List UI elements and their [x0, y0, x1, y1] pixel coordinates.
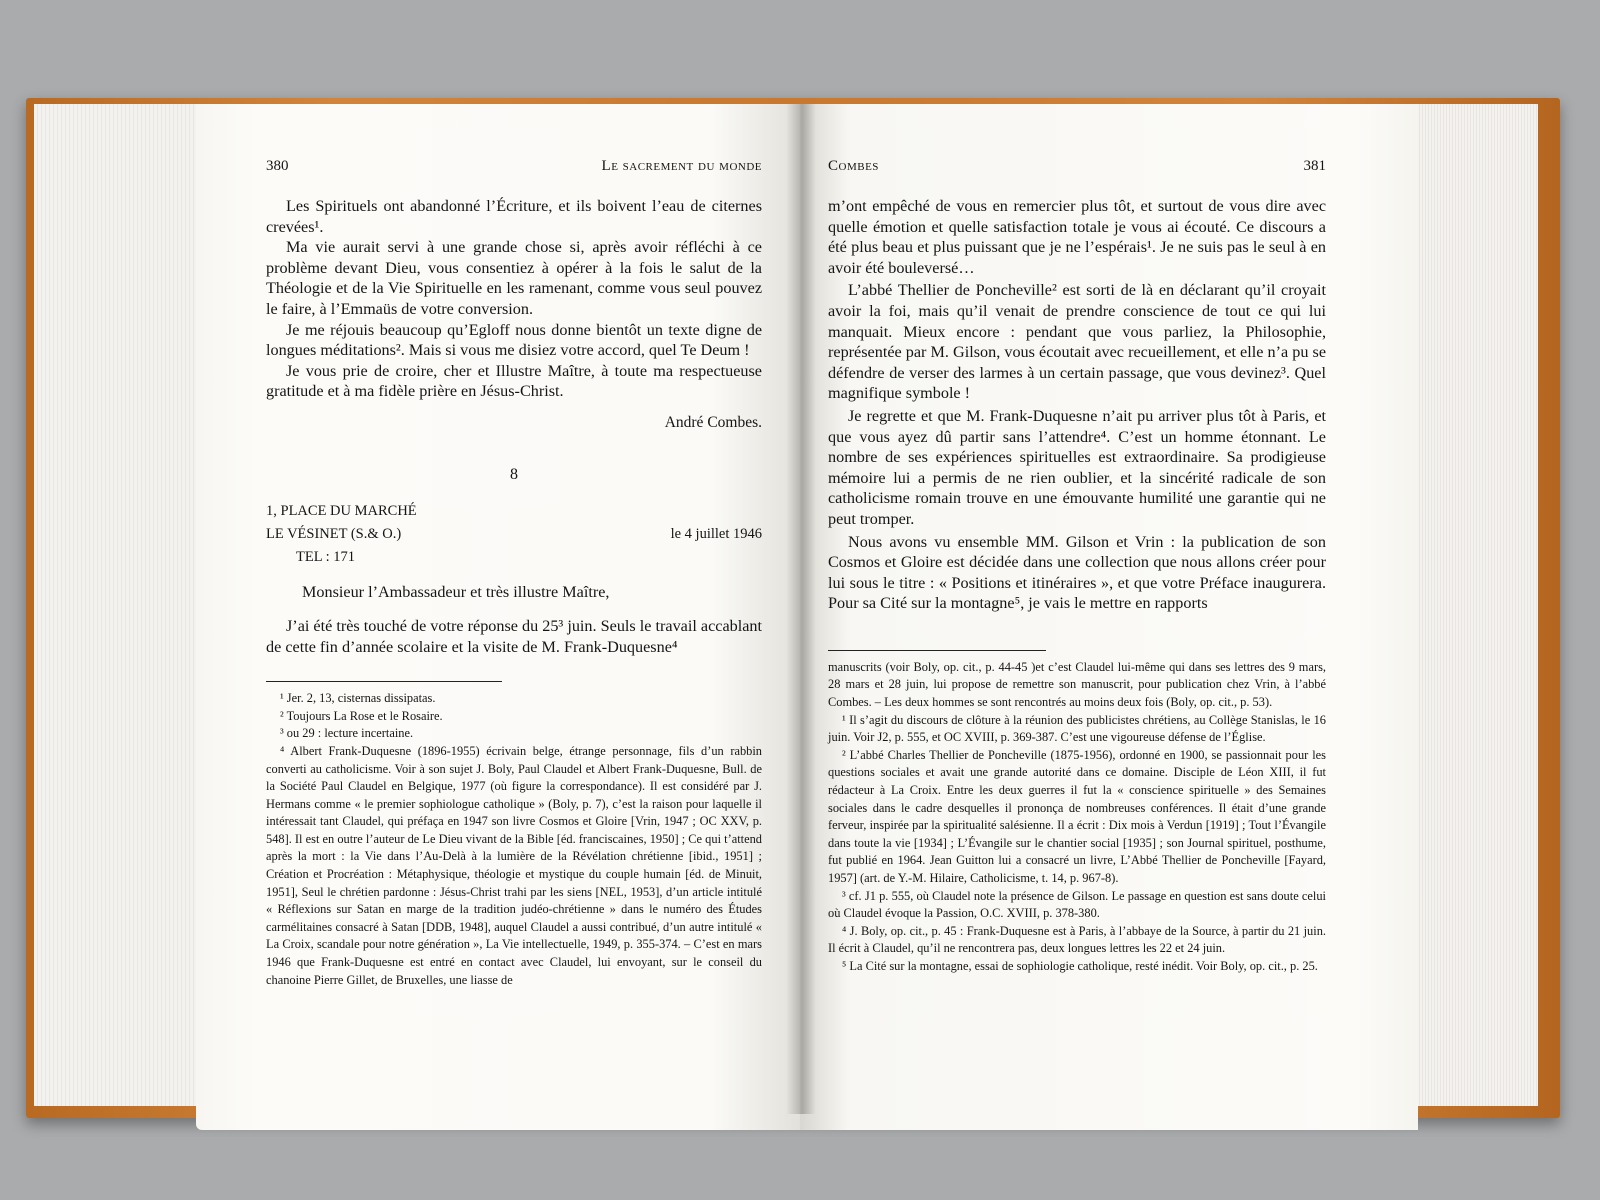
- page-number: 381: [1303, 158, 1326, 174]
- telephone: TEL : 171: [296, 548, 356, 565]
- footnote-rule: [828, 650, 1046, 651]
- address-line: LE VÉSINET (S.& O.): [266, 525, 402, 542]
- signature: André Combes.: [664, 413, 762, 431]
- left-page: [196, 104, 802, 1130]
- footnote: ⁴ J. Boly, op. cit., p. 45 : Frank-Duquesne est à Paris, à l’abbaye de la Source, à partir du 21 juin. Il écrit à Claudel, qu’il ne rencontrera pas, deux longues lettres les 22 et 24 juin.: [828, 923, 1326, 956]
- paragraph: Ma vie aurait servi à une grande chose si, après avoir réfléchi à ce problème devant Dieu, vous consentiez à opérer à la fois le salut de la Théologie et de la Vie Spirituelle en les ramenant, comme vous seul pouvez le faire, à l’Emmaüs de votre conversion.: [266, 238, 762, 318]
- paragraph: Nous avons vu ensemble MM. Gilson et Vrin : la publication de son Cosmos et Gloire est décidée dans une collection que nous allons créer pour lui sous le titre : « Positions et itinéraires », et que votre Préface inaugurera. Pour sa Cité sur la montagne⁵, je vais le mettre en rapports: [828, 532, 1326, 613]
- running-head: Combes: [828, 158, 879, 174]
- footnote: ¹ Jer. 2, 13, cisternas dissipatas.: [280, 691, 436, 706]
- page-edges-left: [34, 104, 204, 1106]
- letter-address: [266, 500, 762, 569]
- right-page-header: [828, 158, 1326, 180]
- salutation: Monsieur l’Ambassadeur et très illustre Maître,: [302, 582, 610, 601]
- footnote: ² Toujours La Rose et le Rosaire.: [280, 708, 443, 723]
- address-line: 1, PLACE DU MARCHÉ: [266, 502, 417, 519]
- footnote: manuscrits (voir Boly, op. cit., p. 44-45 )et c’est Claudel lui-même qui dans ses lettres des 9 mars, 28 mars et 28 juin, lui propose de remettre son manuscrit, pour publication chez Vrin, à l’abbé Combes. – Les deux hommes se sont rencontrés au moins deux fois (Boly, op. cit., p. 53).: [828, 659, 1326, 710]
- footnote: ¹ Il s’agit du discours de clôture à la réunion des publicistes chrétiens, au Collège Stanislas, le 16 juin. Voir J2, p. 555, et OC XVIII, p. 369-387. C’est une vigoureuse défense de l’Église.: [828, 712, 1326, 745]
- footnote: ³ cf. J1 p. 555, où Claudel note la présence de Gilson. Le passage en question est sans doute celui où Claudel évoque la Passion, O.C. XVIII, p. 378-380.: [828, 888, 1326, 921]
- right-page: [800, 104, 1418, 1130]
- footnote: ³ ou 29 : lecture incertaine.: [280, 726, 414, 741]
- paragraph: Les Spirituels ont abandonné l’Écriture, et ils boivent l’eau de citernes crevées¹.: [266, 197, 762, 236]
- paragraph: Je regrette et que M. Frank-Duquesne n’ait pu arriver plus tôt à Paris, et que vous ayez dû partir sans l’attendre⁴. C’est un homme étonnant. Le nombre de ses expériences spirituelles est extraordinaire. Sa prodigieuse mémoire lui a permis de ne rien oublier, et la sincérité radicale de son catholicisme romain trouve en une émouvante humilité une garantie qui ne peut tromper.: [828, 406, 1326, 528]
- letter-number: 8: [510, 465, 518, 483]
- paragraph: Je me réjouis beaucoup qu’Egloff nous donne bientôt un texte digne de longues méditations². Mais si vous me disiez votre accord, quel Te Deum !: [266, 320, 762, 360]
- paragraph: J’ai été très touché de votre réponse du 25³ juin. Seuls le travail accablant de cette fin d’année scolaire et la visite de M. Frank-Duquesne⁴: [266, 616, 762, 656]
- left-body-text: [266, 196, 762, 402]
- right-body-text: [828, 196, 1326, 614]
- footnote: ⁴ Albert Frank-Duquesne (1896-1955) écrivain belge, étrange personnage, fils d’un rabbin converti au catholicisme. Voir à son sujet J. Boly, Paul Claudel et Albert Frank-Duquesne, Bull. de la Société Paul Claudel en Belgique, 1977 (où figure la correspondance). Il est considéré par J. Hermans comme « le premier sophiologue catholique » (Boly, p. 7), c’est la raison pour laquelle il intéressait tant Claudel, qui préfaça en 1947 son livre Cosmos et Gloire [Vrin, 1947 ; OC XXV, p. 548]. Il est en outre l’auteur de Le Dieu vivant de la Bible [éd. franciscaines, 1950] ; Ce qui t’attend après la mort : la Vie dans l’Au-Delà à la lumière de la Révélation chrétienne [ibid., 1951] ; Création et Procréation : Métaphysique, théologie et mystique du couple humain [éd. de Minuit, 1951], Seul le chrétien pardonne : Jésus-Christ trahi par les siens [NEL, 1953], d’un article intitulé « Réflexions sur Satan en marge de la tradition judéo-chrétienne » dans le numéro des Études carmélitaines consacré à Satan [DDB, 1948], auquel Claudel a aussi contribué, d’un autre intitulé « La Croix, scandale pour notre génération », La Vie intellectuelle, 1949, p. 355-374. – C’est en mars 1946 que Frank-Duquesne est entré en contact avec Claudel, lui envoyant, sur le conseil du chanoine Pierre Gillet, de Bruxelles, une liasse de: [266, 743, 762, 987]
- footnotes: [266, 690, 762, 989]
- paragraph: L’abbé Thellier de Poncheville² est sorti de là en déclarant qu’il croyait avoir la foi, mais qu’il venait de prendre conscience de tout ce qui lui manquait. Mieux encore : pendant que vous parliez, la Philosophie, représentée par M. Gilson, vous écoutait avec recueillement, et elle n’a pu se défendre de verser des larmes à un certain passage, que vous devinez³. Quel magnifique symbole !: [828, 281, 1326, 403]
- footnote: ⁵ La Cité sur la montagne, essai de sophiologie catholique, resté inédit. Voir Boly, op. cit., p. 25.: [842, 958, 1318, 973]
- paragraph: m’ont empêché de vous en remercier plus tôt, et surtout de vous dire avec quelle émotion et quelle satisfaction totale je vous ai écouté. Ce discours a été plus beau et plus puissant que je ne l’espérais¹. Je ne suis pas le seul à en avoir été bouleversé…: [828, 197, 1326, 277]
- footnotes: [828, 659, 1326, 976]
- page-edges-right: [1410, 104, 1538, 1106]
- running-head: Le sacrement du monde: [601, 158, 762, 174]
- footnote: ² L’abbé Charles Thellier de Poncheville (1875-1956), ordonné en 1900, se passionnait pour les questions sociales et avait une grande autorité dans ce domaine. Disciple de Léon XIII, il fut rédacteur à La Croix. Entre les deux guerres il fut la « conscience spirituelle » des Semaines sociales dans le cadre desquelles il prononça de nombreuses conférences. Il était d’une grande ferveur, inspirée par la spiritualité salésienne. Il a écrit : Dix mois à Verdun [1919] ; Tout l’Évangile dans toute la vie [1934] ; L’Évangile sur le chantier social [1935] ; son Journal spirituel, posthume, fut publié en 1964. Jean Guitton lui a consacré un livre, L’Abbé Thellier de Poncheville [Fayard, 1957] (art. de Y.-M. Hilaire, Catholicisme, t. 14, p. 967-8).: [828, 747, 1326, 885]
- letter-date: le 4 juillet 1946: [670, 525, 762, 542]
- page-number: 380: [266, 158, 289, 174]
- paragraph: Je vous prie de croire, cher et Illustre Maître, à toute ma respectueuse gratitude et à ma fidèle prière en Jésus-Christ.: [266, 361, 762, 401]
- footnote-rule: [266, 681, 502, 682]
- left-page-header: [266, 158, 762, 180]
